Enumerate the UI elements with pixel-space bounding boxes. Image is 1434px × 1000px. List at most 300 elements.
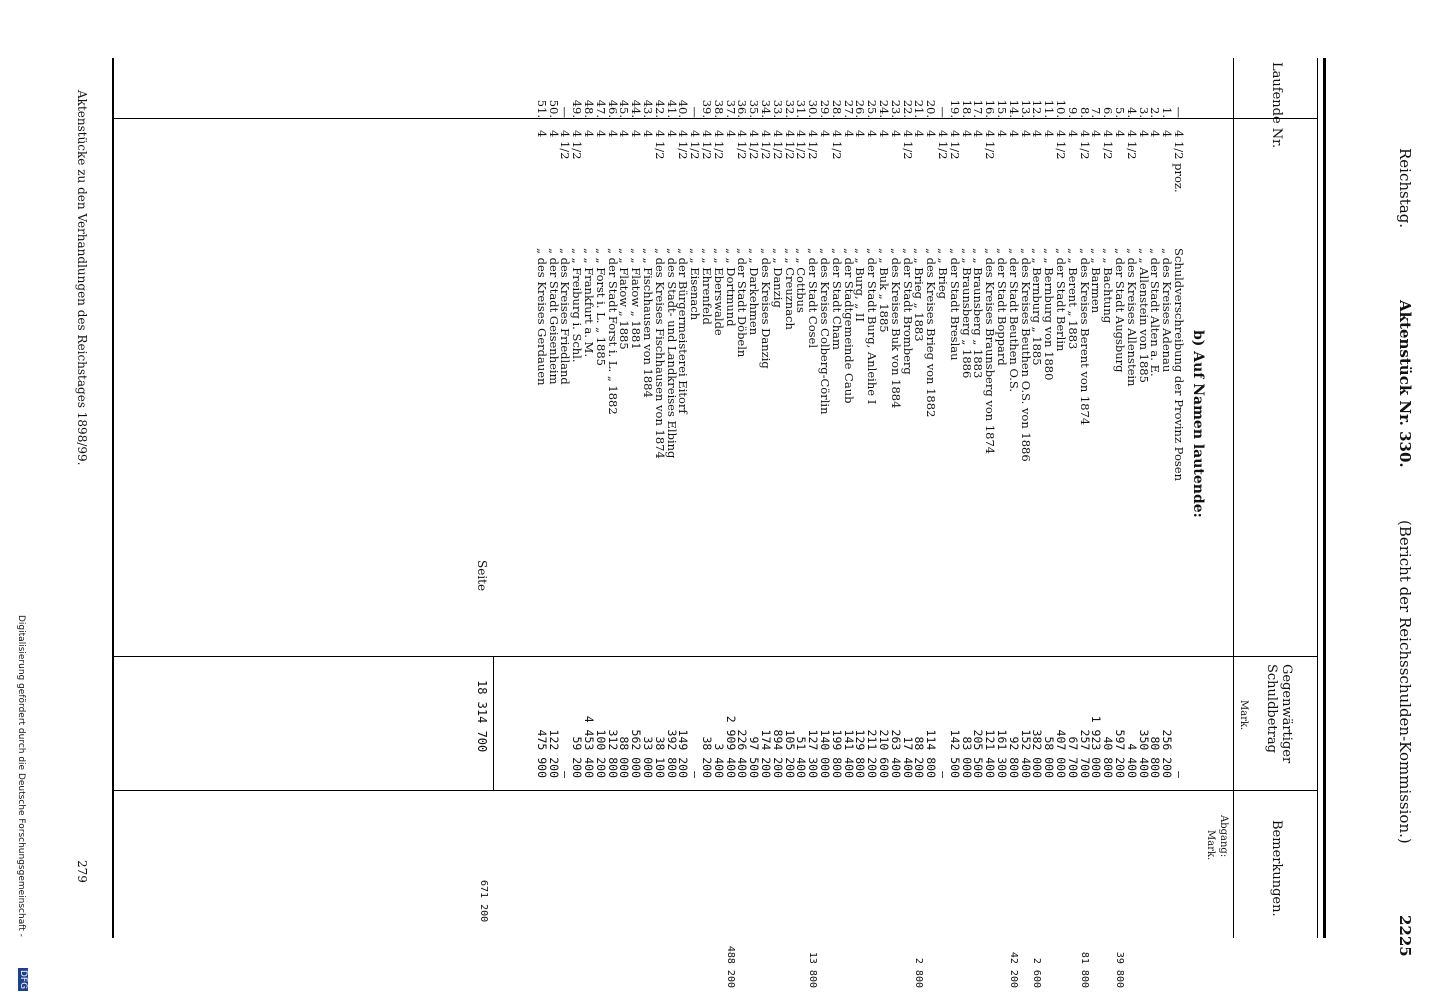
row-number: 13.: [1018, 99, 1033, 118]
row-amount: 152 400: [1018, 729, 1033, 778]
interest-rate: 4: [546, 130, 561, 138]
table-row: [1067, 58, 1078, 938]
interest-rate: 4: [1148, 130, 1163, 138]
row-amount: 80 800: [1148, 736, 1163, 778]
row-amount: 92 800: [1006, 736, 1021, 778]
row-amount: 149 200: [676, 729, 691, 778]
row-number: 51.: [534, 99, 549, 118]
row-number: 32.: [782, 99, 797, 118]
table-row: [1173, 58, 1184, 938]
section-title: b) Auf Namen lautende:: [1190, 330, 1206, 518]
table-row: [1006, 58, 1021, 988]
row-description: „ des Kreises Allenstein: [1124, 248, 1139, 387]
interest-rate: 4 1/2: [983, 130, 998, 160]
row-amount: 161 300: [995, 729, 1009, 778]
row-amount: 67 700: [1065, 736, 1080, 778]
table-row: [831, 58, 842, 938]
row-number: 15.: [995, 99, 1009, 118]
row-remark: 42 200: [1007, 951, 1019, 988]
row-amount: 3 400: [711, 743, 726, 778]
row-amount: 2 909 400: [723, 715, 738, 778]
row-number: 10.: [1054, 99, 1068, 118]
table-row: [890, 58, 901, 938]
table-row: [983, 58, 998, 938]
row-amount: 129 800: [853, 729, 868, 778]
row-description: „ des Kreises Braunsberg von 1874: [983, 248, 998, 455]
bottom-rule: [112, 58, 114, 938]
row-number: 25.: [865, 99, 880, 118]
row-amount: 105 200: [782, 729, 797, 778]
interest-rate: 4: [1136, 130, 1151, 138]
col-header-remarks: Bemerkungen.: [1269, 820, 1284, 917]
header-left: Reichstag.: [1396, 148, 1414, 229]
row-number: 24.: [877, 99, 891, 118]
interest-rate: 4: [582, 130, 596, 138]
row-description: „ der Stadt Burg, Anleihe I: [865, 248, 880, 405]
interest-rate: 4 1/2: [558, 130, 573, 160]
table-row: [1089, 58, 1104, 938]
row-amount: 257 700: [1077, 729, 1092, 778]
interest-rate: 4: [1030, 130, 1045, 138]
row-description: „ „ Brieg: [936, 248, 950, 300]
row-amount: 210 600: [877, 729, 891, 778]
row-number: 19.: [947, 99, 962, 118]
row-description: „ des Kreises Colberg-Cörlin: [818, 248, 832, 415]
dfg-logo: DFG: [18, 970, 28, 990]
table-row: [595, 58, 606, 938]
row-amount: —: [558, 771, 573, 778]
row-number: 43.: [641, 99, 655, 118]
row-amount: —: [1172, 771, 1186, 778]
interest-rate: 4 1/2: [806, 130, 821, 160]
row-description: „ der Stadt Alten a. E.: [1148, 248, 1163, 377]
row-number: 8.: [1077, 107, 1092, 118]
row-description: „ der Stadt Berlin: [1054, 248, 1068, 352]
row-amount: 127 300: [806, 729, 821, 778]
row-amount: 121 400: [983, 729, 998, 778]
interest-rate: 4: [888, 130, 903, 138]
table-row: [583, 58, 594, 938]
row-amount: 199 800: [829, 729, 844, 778]
total-rule: [493, 656, 494, 790]
row-description: „ „ Barmen: [1089, 248, 1104, 314]
interest-rate: 4 1/2: [652, 130, 667, 160]
row-description: „ des Kreises Danzig: [759, 248, 773, 369]
row-amount: 114 800: [924, 729, 939, 778]
row-description: „ „ Flatow „ 1881: [629, 248, 644, 350]
interest-rate: 4: [617, 130, 632, 138]
row-number: —: [1172, 106, 1186, 118]
table-row: [723, 58, 738, 988]
row-amount: 382 000: [1030, 729, 1045, 778]
row-amount: —: [688, 771, 703, 778]
table-row: [971, 58, 986, 938]
interest-rate: 4: [971, 130, 986, 138]
row-number: 14.: [1006, 99, 1021, 118]
interest-rate: 4 1/2: [947, 130, 962, 160]
row-number: 34.: [759, 99, 773, 118]
table-row: [949, 58, 960, 938]
interest-rate: 4: [1113, 130, 1127, 138]
row-description: „ des Kreises Brieg von 1882: [924, 248, 939, 418]
table-row: [1138, 58, 1149, 938]
row-number: 42.: [652, 99, 667, 118]
row-number: 9.: [1065, 107, 1080, 118]
row-amount: 88 000: [617, 736, 632, 778]
row-number: 20.: [924, 99, 939, 118]
table-row: [1101, 58, 1116, 938]
row-description: „ „ Berent „ 1883: [1065, 248, 1080, 350]
interest-rate: 4 1/2: [782, 130, 797, 160]
row-number: 2.: [1148, 107, 1163, 118]
row-number: 30.: [806, 99, 821, 118]
row-description: „ der Stadt Geisenheim: [546, 248, 561, 385]
header-center: Aktenstück Nr. 330.: [1396, 300, 1414, 468]
row-remark: 39 800: [1114, 951, 1125, 988]
row-description: „ „ Burg, „ II: [853, 248, 868, 322]
table-row: [629, 58, 644, 938]
interest-rate: 4 1/2: [711, 130, 726, 160]
row-amount: 122 200: [546, 729, 561, 778]
remarks-subheader-2: Mark.: [1205, 830, 1216, 861]
table-row: [570, 58, 585, 938]
row-number: 17.: [971, 99, 986, 118]
table-row: [878, 58, 889, 938]
remarks-subheader-1: Abgang:: [1218, 815, 1229, 858]
row-number: 4.: [1124, 107, 1139, 118]
row-description: „ der Stadt Breslau: [947, 248, 962, 361]
row-description: „ der Stadt Beuthen O.S.: [1006, 248, 1021, 393]
row-amount: 33 000: [641, 736, 655, 778]
row-number: 38.: [711, 99, 726, 118]
row-amount: 17 400: [900, 736, 915, 778]
row-description: „ „ Fischhausen von 1884: [641, 248, 655, 398]
row-description: „ „ Allenstein von 1885: [1136, 248, 1151, 383]
table-row: [617, 58, 632, 938]
row-description: „ „ Buk „ 1885: [877, 248, 891, 333]
row-description: „ der Stadtgemeinde Caub: [841, 248, 856, 404]
row-description: „ der Bürgermeisterei Eitorf: [676, 248, 691, 414]
schedule-table: [504, 58, 1186, 988]
interest-rate: 4: [912, 130, 927, 138]
table-row: [676, 58, 691, 938]
row-number: 7.: [1089, 107, 1104, 118]
table-row: [961, 58, 972, 938]
interest-rate: 4: [959, 130, 974, 138]
row-amount: 4 400: [1124, 743, 1139, 778]
table-row: [819, 58, 830, 938]
table-row: [794, 58, 809, 938]
row-amount: 211 200: [865, 729, 880, 778]
interest-rate: 4 1/2: [829, 130, 844, 160]
row-description: „ „ Creuznach: [782, 248, 797, 330]
row-number: 45.: [617, 99, 632, 118]
row-amount: 392 800: [664, 729, 679, 778]
row-description: „ „ Freiburg i. Schl.: [570, 248, 585, 363]
table-row: [902, 58, 913, 938]
interest-rate: 4 1/2: [735, 130, 750, 160]
table-row: [642, 58, 653, 938]
row-amount: 140 000: [818, 729, 832, 778]
row-amount: 88 200: [912, 736, 927, 778]
row-number: 1.: [1160, 107, 1175, 118]
table-row: [806, 58, 821, 988]
table-row: [1148, 58, 1163, 938]
row-description: „ „ Frankfurt a. M.: [582, 248, 596, 357]
row-amount: 1 923 000: [1089, 715, 1104, 778]
header-title: (Bericht der Reichsschulden-Kommission.): [1396, 520, 1414, 844]
interest-rate: 4 1/2: [936, 130, 950, 160]
total-label: Seite: [475, 560, 489, 592]
interest-rate: 4: [877, 130, 891, 138]
row-number: 27.: [841, 99, 856, 118]
table-row: [1113, 58, 1127, 988]
interest-rate: 4 1/2: [570, 130, 585, 160]
row-amount: 141 400: [841, 729, 856, 778]
row-number: —: [936, 106, 950, 118]
row-description: „ „ Brieg „ 1883: [912, 248, 927, 342]
interest-rate: 4: [865, 130, 880, 138]
interest-rate: 4: [818, 130, 832, 138]
interest-rate: 4: [723, 130, 738, 138]
top-thin-rule: [1317, 58, 1318, 938]
table-row: [784, 58, 795, 938]
table-row: [772, 58, 783, 938]
row-amount: 562 000: [629, 729, 644, 778]
header-row-rule: [1233, 58, 1234, 938]
row-description: „ der Stadt Cosel: [806, 248, 821, 349]
row-description: „ des Kreises Beuthen O.S. von 1886: [1018, 248, 1033, 462]
interest-rate: 4: [995, 130, 1009, 138]
row-number: 48.: [582, 99, 596, 118]
row-amount: —: [936, 771, 950, 778]
interest-rate: 4: [641, 130, 655, 138]
footer-page: 279: [75, 860, 89, 883]
row-number: 5.: [1113, 107, 1127, 118]
row-amount: 100 200: [593, 729, 608, 778]
table-row: [1077, 58, 1092, 988]
row-amount: 597 200: [1113, 729, 1127, 778]
row-number: 21.: [912, 99, 927, 118]
col-header-nr: Laufende Nr.: [1269, 62, 1284, 149]
table-row: [1042, 58, 1057, 938]
row-amount: 312 800: [605, 729, 620, 778]
interest-rate: 4 1/2 proz.: [1172, 130, 1186, 193]
table-row: [924, 58, 939, 938]
row-number: 26.: [853, 99, 868, 118]
row-remark: 2 600: [1031, 957, 1043, 988]
interest-rate: 4: [593, 130, 608, 138]
table-row: [1020, 58, 1031, 938]
interest-rate: 4: [1089, 130, 1104, 138]
row-number: 28.: [829, 99, 844, 118]
table-row: [735, 58, 750, 938]
table-row: [912, 58, 927, 988]
total-amount: 18 314 700: [475, 680, 489, 753]
row-description: „ der Stadt Döbeln: [735, 248, 750, 358]
row-description: „ „ Bernburg „ 1885: [1030, 248, 1045, 366]
row-description: „ „ Bachtung: [1101, 248, 1116, 324]
row-description: „ des Kreises Fischhausen von 1874: [652, 248, 667, 459]
table-row: [937, 58, 948, 938]
table-row: [688, 58, 703, 938]
total-remarks: 671 200: [478, 880, 489, 923]
interest-rate: 4: [1018, 130, 1033, 138]
row-number: 36.: [735, 99, 750, 118]
row-amount: 83 000: [959, 736, 974, 778]
row-description: „ „ Bernburg von 1880: [1042, 248, 1057, 381]
row-number: 16.: [983, 99, 998, 118]
row-number: 40.: [676, 99, 691, 118]
interest-rate: 4 1/2: [700, 130, 714, 160]
row-amount: 205 500: [971, 729, 986, 778]
row-number: 22.: [900, 99, 915, 118]
page-number: 2225: [1396, 915, 1414, 957]
row-description: „ des Kreises Berent von 1874: [1077, 248, 1092, 426]
interest-rate: 4 1/2: [1101, 130, 1116, 160]
table-row: [865, 58, 880, 938]
row-description: „ „ Cottbus: [794, 248, 809, 313]
row-amount: 142 500: [947, 729, 962, 778]
row-description: „ „ Forst i. L. „ 1885: [593, 248, 608, 366]
interest-rate: 4 1/2: [900, 130, 915, 160]
row-description: „ der Stadt Augsburg: [1113, 248, 1127, 373]
row-amount: 894 200: [770, 729, 785, 778]
interest-rate: 4 1/2: [759, 130, 773, 160]
interest-rate: 4 1/2: [1077, 130, 1092, 160]
interest-rate: 4 1/2: [794, 130, 809, 160]
row-number: 29.: [818, 99, 832, 118]
row-number: 39.: [700, 99, 714, 118]
row-description: „ des Kreises Adenau: [1160, 248, 1175, 373]
row-description: „ der Stadt Forst i. L. „ 1882: [605, 248, 620, 415]
interest-rate: 4: [853, 130, 868, 138]
table-row: [996, 58, 1007, 938]
table-row: [713, 58, 724, 938]
dfg-note: Digitalisierung gefördert durch die Deutsche Forschungsgemeinschaft -: [16, 615, 26, 937]
row-amount: 256 200: [1160, 729, 1175, 778]
table-row: [853, 58, 868, 938]
row-description: „ „ Braunsberg „ 1886: [959, 248, 974, 379]
row-description: „ „ Dortmund: [723, 248, 738, 327]
row-remark: 81 800: [1078, 951, 1090, 988]
top-thick-rule: [1323, 58, 1326, 938]
row-amount: 263 400: [888, 729, 903, 778]
interest-rate: 4 1/2: [1054, 130, 1068, 160]
interest-rate: 4: [1160, 130, 1175, 138]
row-amount: 38 200: [700, 736, 714, 778]
row-number: 33.: [770, 99, 785, 118]
interest-rate: 4: [841, 130, 856, 138]
row-number: 23.: [888, 99, 903, 118]
row-description: „ „ Eisenach: [688, 248, 703, 321]
interest-rate: 4: [924, 130, 939, 138]
col-header-amount-unit: Mark.: [1238, 700, 1249, 731]
table-row: [843, 58, 854, 938]
interest-rate: 4 1/2: [688, 130, 703, 160]
interest-rate: 4: [605, 130, 620, 138]
row-number: 11.: [1042, 99, 1057, 118]
row-number: 37.: [723, 99, 738, 118]
table-row: [548, 58, 559, 938]
row-description: „ der Stadt Bromberg: [900, 248, 915, 375]
interest-rate: 4 1/2: [747, 130, 762, 160]
row-description: „ der Stadt Cham: [829, 248, 844, 350]
table-row: [607, 58, 618, 938]
row-description: „ „ Danzig: [770, 248, 785, 308]
row-description: „ „ Ehrenfeld: [700, 248, 714, 325]
row-amount: 407 000: [1054, 729, 1068, 778]
row-number: 44.: [629, 99, 644, 118]
row-number: 12.: [1030, 99, 1045, 118]
interest-rate: 4: [534, 130, 549, 138]
row-number: 46.: [605, 99, 620, 118]
row-number: 31.: [794, 99, 809, 118]
row-description: „ der Stadt Boppard: [995, 248, 1009, 366]
table-row: [1055, 58, 1066, 938]
row-amount: 40 800: [1101, 736, 1116, 778]
row-number: —: [688, 106, 703, 118]
table-row: [1126, 58, 1137, 938]
row-number: 41.: [664, 99, 679, 118]
row-amount: 97 500: [747, 736, 762, 778]
row-description: „ „ Darkehmen: [747, 248, 762, 336]
footer-text: Aktenstücke zu den Verhandlungen des Reichstages 1898/99.: [75, 90, 89, 466]
row-remark: 2 800: [913, 957, 925, 988]
row-amount: 350 400: [1136, 729, 1151, 778]
interest-rate: 4 1/2: [676, 130, 691, 160]
row-description: „ „ Eberswalde: [711, 248, 726, 336]
interest-rate: 4: [664, 130, 679, 138]
interest-rate: 4: [1042, 130, 1057, 138]
table-row: [654, 58, 665, 938]
interest-rate: 4: [629, 130, 644, 138]
table-row: [1030, 58, 1045, 988]
row-description: „ „ Flatow „ 1885: [617, 248, 632, 350]
row-description: „ „ Braunsberg „ 1883: [971, 248, 986, 379]
row-number: —: [558, 106, 573, 118]
row-description: „ des Kreises Friedland: [558, 248, 573, 385]
row-amount: 58 000: [1042, 736, 1057, 778]
interest-rate: 4 1/2: [770, 130, 785, 160]
row-remark: 13 800: [807, 951, 819, 988]
row-amount: 59 200: [570, 736, 585, 778]
row-number: 6.: [1101, 107, 1116, 118]
table-row: [701, 58, 712, 938]
table-row: [666, 58, 677, 938]
row-description: „ des Stadt- und Landkreises Elbing: [664, 248, 679, 459]
row-number: 18.: [959, 99, 974, 118]
col-header-amount: Gegenwärtiger Schuldbetrag: [1264, 664, 1294, 764]
row-amount: 51 400: [794, 736, 809, 778]
row-number: 47.: [593, 99, 608, 118]
row-remark: 488 200: [724, 945, 736, 988]
table-row: [1160, 58, 1175, 938]
row-amount: 174 200: [759, 729, 773, 778]
row-number: 3.: [1136, 107, 1151, 118]
row-amount: 475 900: [534, 729, 549, 778]
table-row: [747, 58, 762, 938]
row-description: Schuldverschreibung der Provinz Posen: [1172, 248, 1186, 481]
table-row: [558, 58, 573, 938]
table-row: [760, 58, 771, 938]
row-number: 49.: [570, 99, 585, 118]
interest-rate: 4: [1065, 130, 1080, 138]
row-amount: 4 453 400: [582, 715, 596, 778]
row-description: „ des Kreises Gerdauen: [534, 248, 549, 386]
row-amount: 38 100: [652, 736, 667, 778]
row-number: 35.: [747, 99, 762, 118]
